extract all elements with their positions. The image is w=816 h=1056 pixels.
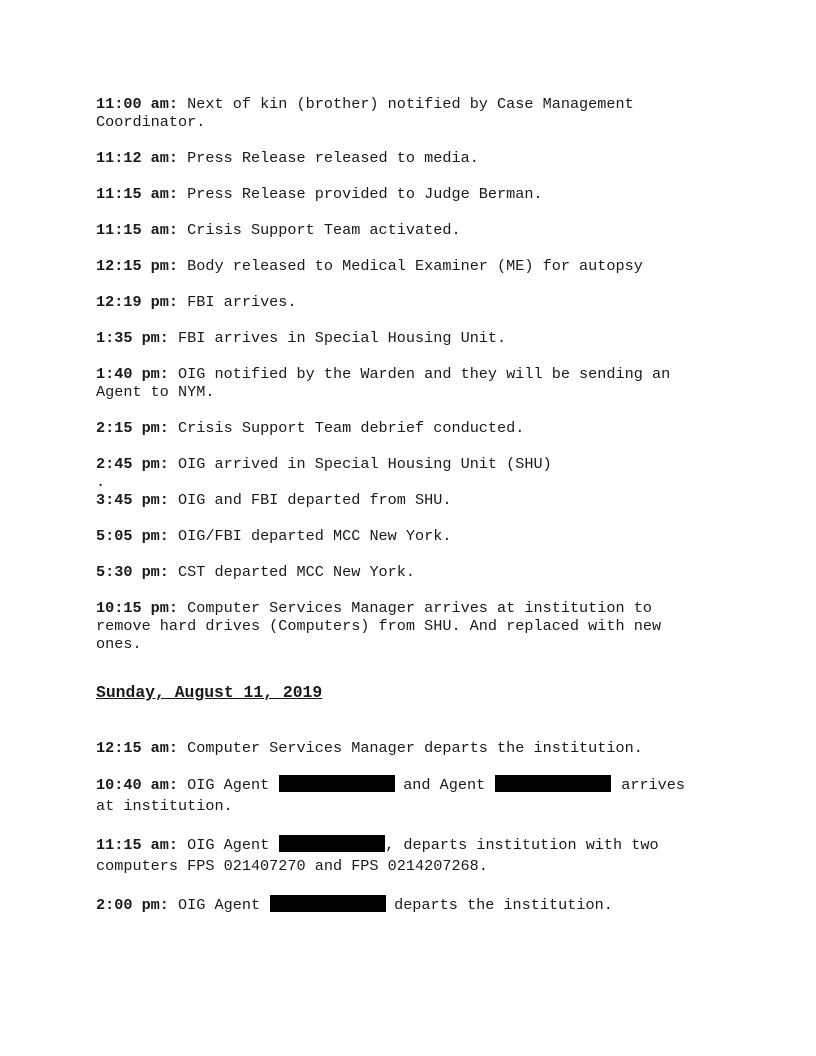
- entry-time: 5:30 pm:: [96, 563, 169, 581]
- redaction-block: [279, 775, 395, 792]
- entry-text: Crisis Support Team activated.: [187, 221, 461, 239]
- timeline-entry: [96, 419, 708, 437]
- entry-text: OIG Agent: [187, 776, 270, 794]
- entry-text: and Agent: [403, 776, 486, 794]
- entry-time: 12:15 am:: [96, 739, 179, 757]
- timeline-entry: [96, 149, 708, 167]
- entry-text: FBI arrives in Special Housing Unit.: [178, 329, 507, 347]
- timeline-entry: [96, 527, 708, 545]
- timeline-entry: [96, 739, 708, 757]
- entry-text: OIG and FBI departed from SHU.: [178, 491, 452, 509]
- timeline-entry: [96, 775, 708, 817]
- entry-time: 10:15 pm:: [96, 599, 179, 617]
- entry-text: OIG Agent: [178, 896, 261, 914]
- entry-text: Next of kin (brother) notified by Case Management Coordinator.: [96, 95, 634, 131]
- entry-text: Computer Services Manager departs the institution.: [187, 739, 643, 757]
- document-page: [96, 95, 708, 932]
- redaction-block: [495, 775, 611, 792]
- entry-text: Computer Services Manager arrives at institution to remove hard drives (Computers) from SHU. And replaced with new ones.: [96, 599, 662, 653]
- entry-time: 1:40 pm:: [96, 365, 169, 383]
- entry-time: 12:19 pm:: [96, 293, 179, 311]
- timeline-entry: [96, 563, 708, 581]
- entry-time: 11:00 am:: [96, 95, 179, 113]
- timeline-entry: [96, 455, 708, 473]
- entry-text: OIG/FBI departed MCC New York.: [178, 527, 452, 545]
- timeline-entry: [96, 221, 708, 239]
- entry-text: OIG notified by the Warden and they will be sending an Agent to NYM.: [96, 365, 671, 401]
- entry-time: 12:15 pm:: [96, 257, 179, 275]
- timeline-entry: [96, 599, 708, 653]
- entry-time: 2:00 pm:: [96, 896, 169, 914]
- redaction-block: [279, 835, 385, 852]
- timeline-entry: [96, 185, 708, 203]
- timeline-entry: [96, 835, 708, 877]
- entry-text: , departs institution with two: [385, 836, 659, 854]
- entry-text: at institution.: [96, 797, 233, 815]
- timeline-entry: [96, 491, 708, 509]
- entry-text: Press Release released to media.: [187, 149, 479, 167]
- section-heading: Sunday, August 11, 2019: [96, 683, 323, 702]
- stray-period: .: [96, 473, 106, 491]
- entry-time: 2:45 pm:: [96, 455, 169, 473]
- entry-text: arrives: [621, 776, 686, 794]
- entry-time: 11:15 am:: [96, 185, 179, 203]
- entry-time: 11:12 am:: [96, 149, 179, 167]
- entry-time: 10:40 am:: [96, 776, 179, 794]
- entry-time: 3:45 pm:: [96, 491, 169, 509]
- entry-time: 1:35 pm:: [96, 329, 169, 347]
- timeline-entry: [96, 895, 708, 914]
- entry-time: 11:15 am:: [96, 836, 179, 854]
- entry-text: Body released to Medical Examiner (ME) for autopsy: [187, 257, 643, 275]
- entry-text: Press Release provided to Judge Berman.: [187, 185, 543, 203]
- redaction-block: [270, 895, 386, 912]
- timeline-entry: [96, 293, 708, 311]
- entry-time: 2:15 pm:: [96, 419, 169, 437]
- entry-text: departs the institution.: [394, 896, 613, 914]
- entry-time: 11:15 am:: [96, 221, 179, 239]
- timeline-entry: [96, 329, 708, 347]
- entry-text: FBI arrives.: [187, 293, 297, 311]
- entry-text: OIG Agent: [187, 836, 270, 854]
- entry-text: Crisis Support Team debrief conducted.: [178, 419, 525, 437]
- timeline-entry: [96, 365, 708, 401]
- entry-text: CST departed MCC New York.: [178, 563, 416, 581]
- entry-text: OIG arrived in Special Housing Unit (SHU): [178, 455, 552, 473]
- entry-text: computers FPS 021407270 and FPS 0214207268.: [96, 857, 488, 875]
- entry-time: 5:05 pm:: [96, 527, 169, 545]
- timeline-entry: [96, 95, 708, 131]
- timeline-entry: [96, 257, 708, 275]
